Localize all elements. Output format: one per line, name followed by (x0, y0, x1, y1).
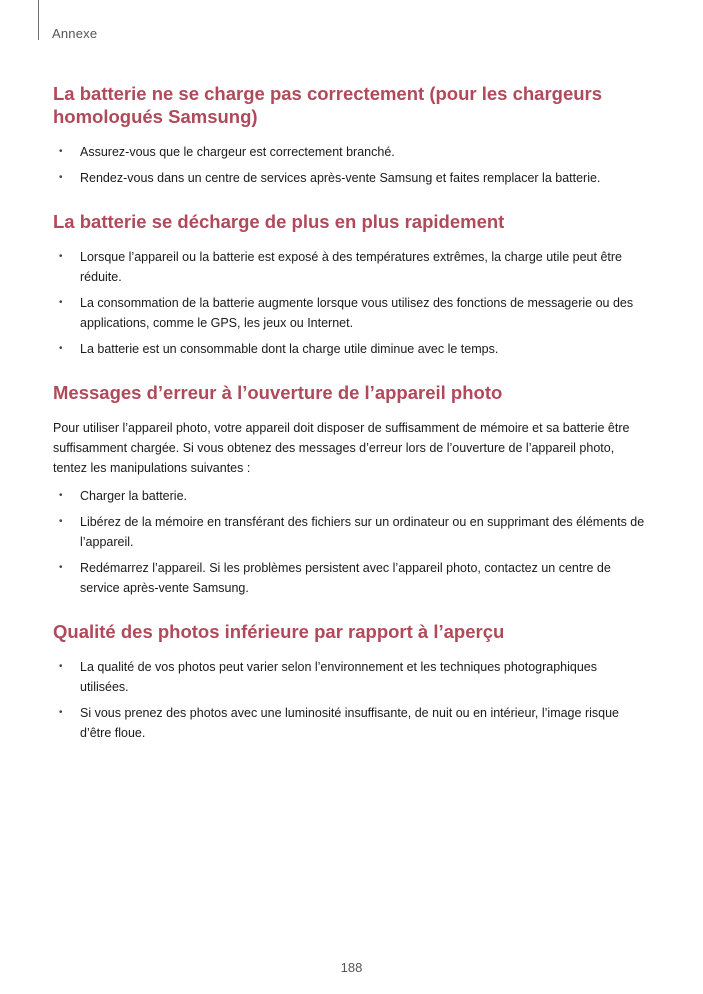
list-item-text: Charger la batterie. (80, 489, 188, 503)
bullet-list (53, 657, 648, 743)
list-item-text: Rendez-vous dans un centre de services après-vente Samsung et faites remplacer la batterie. (80, 171, 601, 185)
list-item-text: Redémarrez l’appareil. Si les problèmes persistent avec l’appareil photo, contactez un centre de service après-vente Samsung. (80, 561, 611, 595)
section-camera-error-messages (53, 381, 648, 598)
list-item (53, 486, 648, 506)
section-photo-quality (53, 620, 648, 743)
section-battery-drains-faster (53, 210, 648, 359)
list-item (53, 339, 648, 359)
bullet-glyph: • (59, 516, 63, 527)
bullet-glyph: • (59, 297, 63, 308)
section-title: La batterie ne se charge pas correctement (pour les chargeurs homologués Samsung) (53, 83, 603, 127)
list-item (53, 293, 648, 333)
list-item (53, 703, 648, 743)
list-item (53, 657, 648, 697)
page-number: 188 (340, 960, 363, 975)
bullet-list (53, 486, 648, 598)
running-header-title: Annexe (52, 26, 98, 41)
list-item (53, 168, 648, 188)
section-intro-paragraph: Pour utiliser l’appareil photo, votre appareil doit disposer de suffisamment de mémoire et sa batterie être suffisamment chargée. Si vous obtenez des messages d’erreur lors de l’ouverture de l’appareil photo, tentez les manipulations suivantes : (53, 421, 630, 475)
list-item-text: Si vous prenez des photos avec une luminosité insuffisante, de nuit ou en intérieur, l’image risque d’être floue. (80, 706, 619, 740)
list-item (53, 142, 648, 162)
bullet-list (53, 247, 648, 359)
list-item-text: Assurez-vous que le chargeur est correctement branché. (80, 145, 395, 159)
section-title: Messages d’erreur à l’ouverture de l’appareil photo (53, 382, 503, 403)
bullet-glyph: • (59, 251, 63, 262)
bullet-glyph: • (59, 146, 63, 157)
header-rule (38, 0, 39, 40)
list-item (53, 558, 648, 598)
bullet-glyph: • (59, 490, 63, 501)
list-item-text: Lorsque l’appareil ou la batterie est exposé à des températures extrêmes, la charge utile peut être réduite. (80, 250, 622, 284)
bullet-glyph: • (59, 661, 63, 672)
list-item-text: La qualité de vos photos peut varier selon l’environnement et les techniques photographiques utilisées. (80, 660, 598, 694)
list-item (53, 512, 648, 552)
document-body (53, 82, 648, 765)
list-item-text: La batterie est un consommable dont la charge utile diminue avec le temps. (80, 342, 499, 356)
bullet-glyph: • (59, 562, 63, 573)
bullet-glyph: • (59, 343, 63, 354)
section-title: Qualité des photos inférieure par rapport à l’aperçu (53, 621, 505, 642)
bullet-glyph: • (59, 172, 63, 183)
list-item-text: Libérez de la mémoire en transférant des fichiers sur un ordinateur ou en supprimant des éléments de l’appareil. (80, 515, 645, 549)
list-item-text: La consommation de la batterie augmente lorsque vous utilisez des fonctions de messagerie ou des applications, comme le GPS, les jeux ou Internet. (80, 296, 634, 330)
list-item (53, 247, 648, 287)
bullet-list (53, 142, 648, 188)
bullet-glyph: • (59, 707, 63, 718)
section-title: La batterie se décharge de plus en plus rapidement (53, 211, 505, 232)
section-battery-not-charging (53, 82, 648, 188)
